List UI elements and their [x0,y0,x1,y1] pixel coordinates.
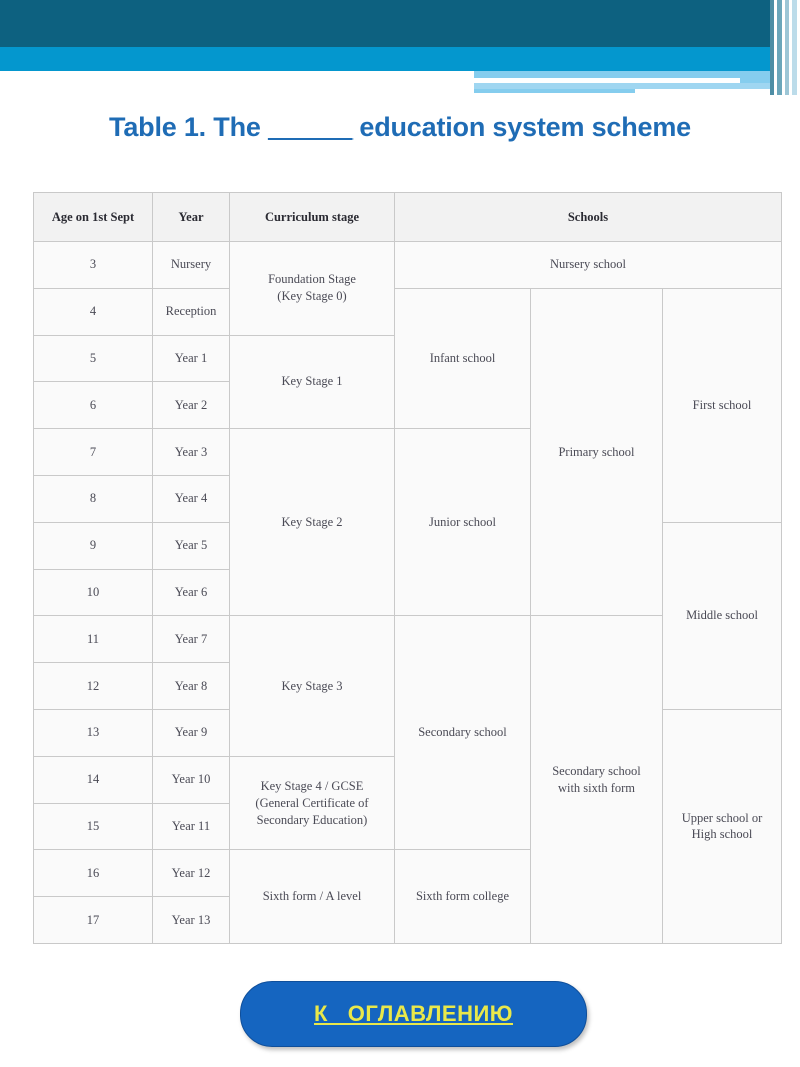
cell-age: 16 [34,850,153,897]
cell-age: 5 [34,335,153,382]
cell-school-primary: Primary school [531,288,663,616]
cell-school-sixth-form-college: Sixth form college [395,850,531,944]
back-to-contents-button[interactable] [240,981,587,1047]
cell-school-infant: Infant school [395,288,531,428]
cell-age: 4 [34,288,153,335]
cell-age: 13 [34,709,153,756]
cell-year: Year 4 [153,475,230,522]
cell-curriculum-sixth-form: Sixth form / A level [230,850,395,944]
cell-year: Year 3 [153,429,230,476]
curriculum-foundation-line1: Foundation Stage [268,272,356,287]
curriculum-foundation-line2: (Key Stage 0) [277,289,347,304]
column-header-schools: Schools [395,193,782,242]
upper-high-line2: High school [691,827,753,842]
cell-school-nursery: Nursery school [395,242,782,289]
banner-band-mid [0,47,800,71]
cell-year: Year 1 [153,335,230,382]
cell-year: Year 8 [153,663,230,710]
cell-school-junior: Junior school [395,429,531,616]
cell-age: 12 [34,663,153,710]
table-header-row [34,193,782,242]
cell-age: 7 [34,429,153,476]
cell-school-secondary: Secondary school [395,616,531,850]
banner-vertical-stripes [770,0,800,95]
cell-school-upper-high [663,709,782,943]
banner-band-dark [0,0,800,47]
cell-age: 14 [34,756,153,803]
education-scheme-table-wrapper [33,192,781,940]
cell-year: Year 6 [153,569,230,616]
page-title-blank: ______ [268,112,353,142]
cell-year: Reception [153,288,230,335]
cell-age: 10 [34,569,153,616]
cell-curriculum-key-stage-4 [230,756,395,850]
table-row [34,242,782,289]
cell-year: Year 5 [153,522,230,569]
cell-age: 9 [34,522,153,569]
table-row [34,288,782,335]
page-title-suffix: education system scheme [352,112,691,142]
upper-high-line1: Upper school or [681,810,763,825]
cell-year: Year 7 [153,616,230,663]
cell-year: Year 13 [153,897,230,944]
cell-year: Year 2 [153,382,230,429]
cell-age: 3 [34,242,153,289]
page-title-prefix: Table 1. The [109,112,268,142]
secondary-sixth-line2: with sixth form [557,780,636,795]
cell-year: Year 10 [153,756,230,803]
cell-year: Nursery [153,242,230,289]
cell-curriculum-foundation-stage [230,242,395,336]
cell-curriculum-key-stage-3: Key Stage 3 [230,616,395,756]
column-header-curriculum-stage: Curriculum stage [230,193,395,242]
cell-age: 8 [34,475,153,522]
column-header-year: Year [153,193,230,242]
key-stage-4-line3: Secondary Education) [256,812,368,827]
cell-year: Year 11 [153,803,230,850]
banner-notch-left [0,71,474,95]
education-scheme-table [33,192,782,944]
secondary-sixth-line1: Secondary school [552,763,641,778]
cell-curriculum-key-stage-2: Key Stage 2 [230,429,395,616]
cell-curriculum-key-stage-1: Key Stage 1 [230,335,395,429]
cell-school-first: First school [663,288,782,522]
cell-age: 11 [34,616,153,663]
page-title [0,112,800,143]
cell-age: 17 [34,897,153,944]
back-to-contents-label: К ОГЛАВЛЕНИЮ [314,1001,513,1026]
key-stage-4-line1: Key Stage 4 / GCSE [260,778,364,793]
column-header-age: Age on 1st Sept [34,193,153,242]
cell-school-secondary-sixth-form [531,616,663,944]
cell-year: Year 12 [153,850,230,897]
cell-school-middle: Middle school [663,522,782,709]
cell-age: 15 [34,803,153,850]
cell-year: Year 9 [153,709,230,756]
banner-slot-upper [474,78,740,83]
slide-header-banner [0,0,800,95]
cell-age: 6 [34,382,153,429]
key-stage-4-line2: (General Certificate of [255,795,369,810]
